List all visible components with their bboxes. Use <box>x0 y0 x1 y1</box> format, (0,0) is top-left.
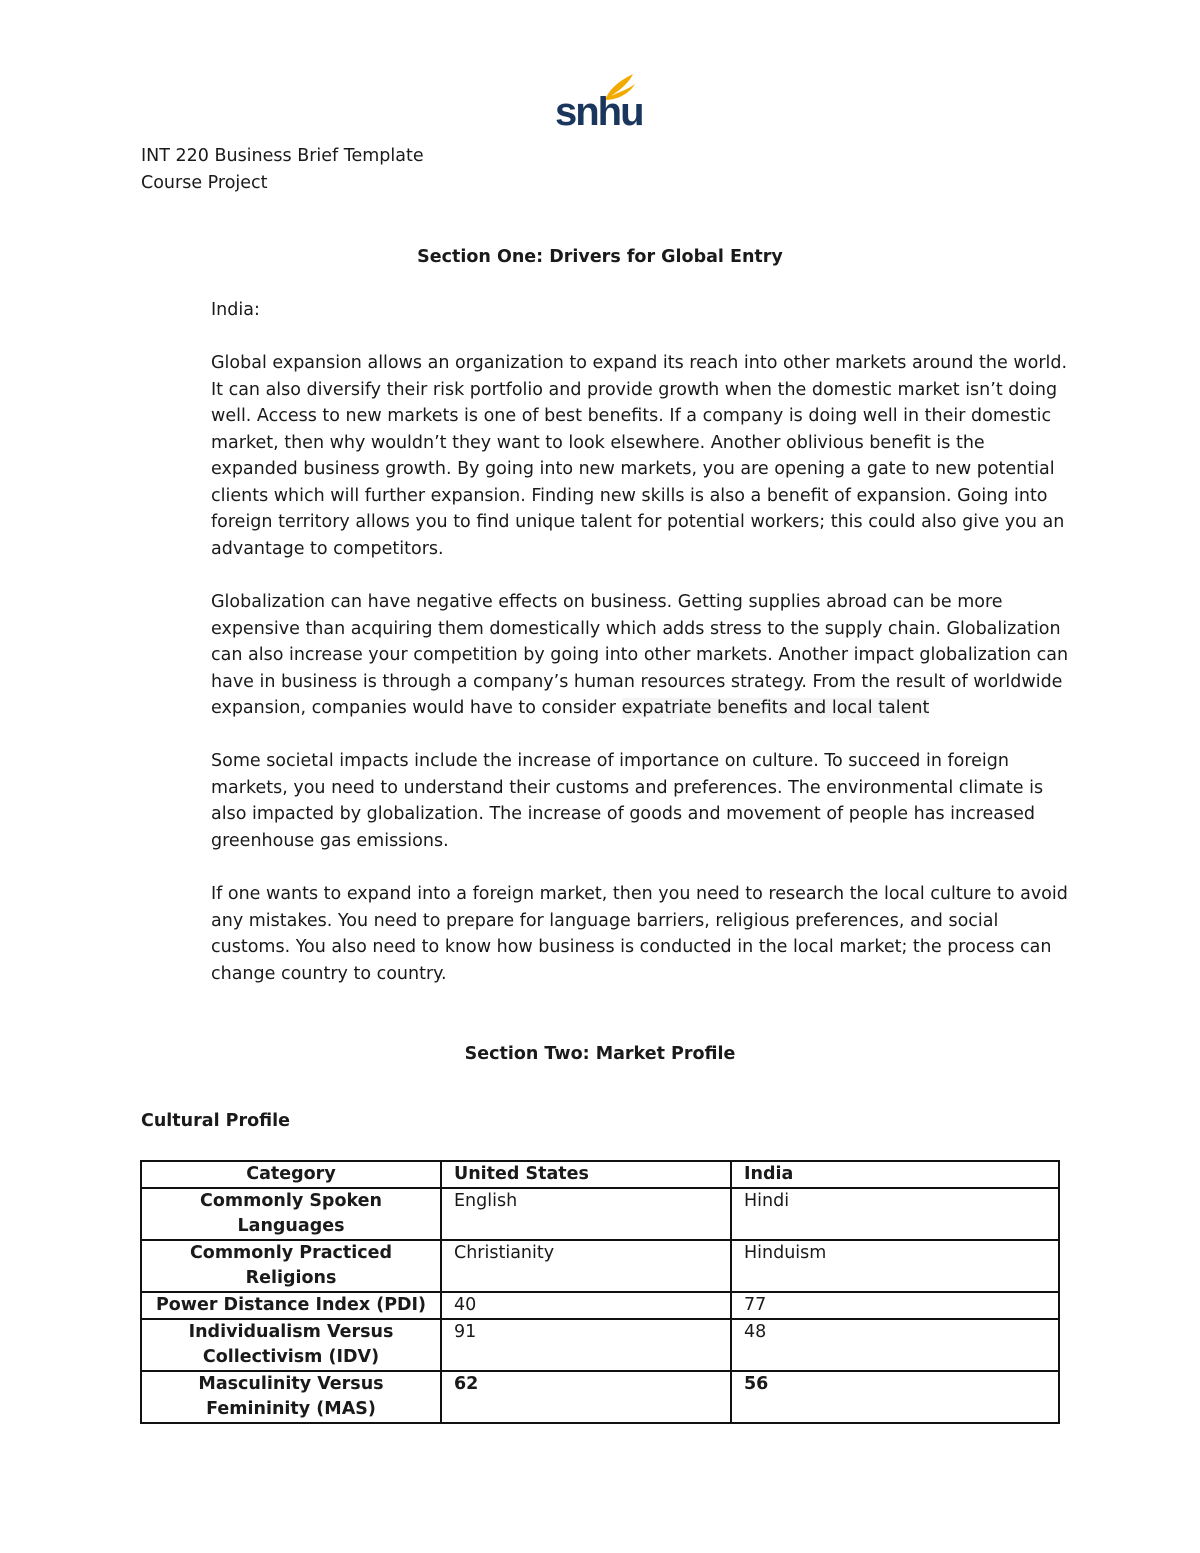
row-category: Commonly Practiced Religions <box>141 1240 441 1292</box>
cultural-profile-heading: Cultural Profile <box>141 1111 290 1131</box>
paragraph-negative-effects-text: Globalization can have negative effects on business. Getting supplies abroad can be more expensive than acquiring them domestically which adds stress to the supply chain. Globalization can also increase your competition by going into other markets. Another impact globalization can have in business is through a company’s human resources strategy. From the result of worldwide expansion, companies would have to consider <box>211 592 1069 718</box>
row-category: Commonly Spoken Languages <box>141 1188 441 1240</box>
table-row <box>141 1240 1059 1292</box>
row-us-value: 62 <box>441 1371 731 1423</box>
cultural-profile-table <box>140 1160 1060 1424</box>
row-india-value: 56 <box>731 1371 1059 1423</box>
row-category: Individualism Versus Collectivism (IDV) <box>141 1319 441 1371</box>
paragraph-global-expansion: Global expansion allows an organization to expand its reach into other markets around the world. It can also diversify their risk portfolio and provide growth when the domestic market isn’t doing well. Access to new markets is one of best benefits. If a company is doing well in their domestic market, then why wouldn’t they want to look elsewhere. Another oblivious benefit is the expanded business growth. By going into new markets, you are opening a gate to new potential clients which will further expansion. Finding new skills is also a benefit of expansion. Going into foreign territory allows you to find unique talent for potential workers; this could also give you an advantage to competitors. <box>211 353 1068 559</box>
row-india-value: Hinduism <box>731 1240 1059 1292</box>
row-category: Masculinity Versus Femininity (MAS) <box>141 1371 441 1423</box>
header-category: Category <box>141 1161 441 1188</box>
table-row <box>141 1371 1059 1423</box>
row-us-value: English <box>441 1188 731 1240</box>
paragraph-negative-effects <box>211 589 1071 722</box>
section-two-heading: Section Two: Market Profile <box>464 1044 736 1064</box>
document-header <box>141 143 424 196</box>
table-header-row <box>141 1161 1059 1188</box>
logo-wordmark: snhu <box>555 90 643 134</box>
table-row <box>141 1319 1059 1371</box>
row-us-value: 40 <box>441 1292 731 1319</box>
highlighted-text: expatriate benefits and local talent <box>621 698 930 718</box>
row-india-value: Hindi <box>731 1188 1059 1240</box>
row-india-value: 48 <box>731 1319 1059 1371</box>
header-india: India <box>731 1161 1059 1188</box>
paragraph-societal-impacts: Some societal impacts include the increase of importance on culture. To succeed in foreign markets, you need to understand their customs and preferences. The environmental climate is also impacted by globalization. The increase of goods and movement of people has increased greenhouse gas emissions. <box>211 751 1044 851</box>
course-title: INT 220 Business Brief Template <box>141 146 424 166</box>
header-united-states: United States <box>441 1161 731 1188</box>
table-row <box>141 1292 1059 1319</box>
row-us-value: 91 <box>441 1319 731 1371</box>
country-label: India: <box>211 300 260 320</box>
section-one-heading: Section One: Drivers for Global Entry <box>417 247 783 267</box>
paragraph-foreign-market: If one wants to expand into a foreign market, then you need to research the local culture to avoid any mistakes. You need to prepare for language barriers, religious preferences, and social customs. You also need to know how business is conducted in the local market; the process can change country to country. <box>211 884 1068 984</box>
table-row <box>141 1188 1059 1240</box>
course-subtitle: Course Project <box>141 172 268 193</box>
row-india-value: 77 <box>731 1292 1059 1319</box>
snhu-logo <box>555 72 643 134</box>
row-category: Power Distance Index (PDI) <box>141 1292 441 1319</box>
row-us-value: Christianity <box>441 1240 731 1292</box>
